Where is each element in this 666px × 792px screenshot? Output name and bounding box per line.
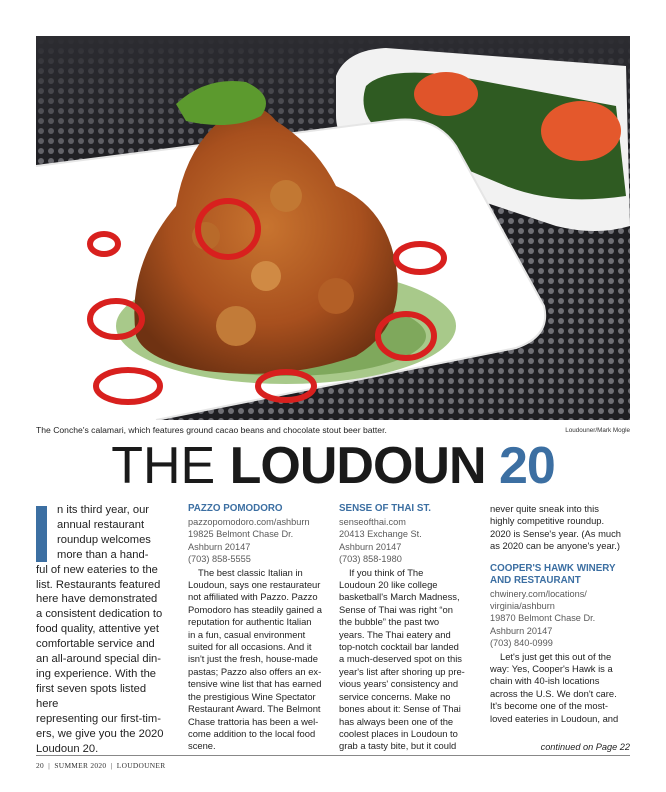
restaurant-description-cont bbox=[188, 579, 328, 753]
body-line: pastas; Pazzo also offers an ex- bbox=[188, 665, 322, 677]
restaurant-contact bbox=[188, 516, 328, 566]
body-line: service concerns. Make no bbox=[339, 690, 451, 702]
intro-line: a consistent dedication to bbox=[36, 608, 163, 621]
issue-name: SUMMER 2020 bbox=[54, 761, 107, 770]
coopers-hawk-column bbox=[490, 503, 630, 754]
intro-line: ing experience. With the bbox=[36, 667, 157, 680]
restaurant-contact bbox=[490, 588, 630, 650]
restaurant-phone: (703) 858-1980 bbox=[339, 554, 402, 565]
body-line: Let's just get this out of the bbox=[500, 650, 612, 662]
body-line: tensive wine list that has earned bbox=[188, 678, 322, 690]
restaurant-city: Ashburn 20147 bbox=[490, 625, 553, 636]
drop-cap-bar bbox=[36, 506, 47, 562]
restaurant-url[interactable]: chwinery.com/locations/ bbox=[490, 588, 587, 599]
calamari-dish-image bbox=[36, 36, 630, 420]
body-line: the prestigious Wine Spectator bbox=[188, 690, 316, 702]
body-line: Sense of Thai was right “on bbox=[339, 603, 453, 615]
body-line: Pomodoro has steadily gained a bbox=[188, 603, 322, 615]
headline-loudoun: LOUDOUN bbox=[229, 437, 499, 495]
sense-of-thai-section bbox=[339, 503, 479, 753]
restaurant-name-line: AND RESTAURANT bbox=[490, 574, 581, 586]
intro-line: food quality, attentive yet bbox=[36, 623, 159, 636]
body-line: grab a tasty bite, but it could bbox=[339, 740, 457, 752]
body-line: as 2020 can be anyone's year.) bbox=[490, 540, 621, 552]
body-line: never quite sneak into this bbox=[490, 503, 599, 514]
intro-line: an all-around special din- bbox=[36, 653, 162, 666]
restaurant-description bbox=[188, 567, 328, 579]
restaurant-street: 19825 Belmont Chase Dr. bbox=[188, 529, 294, 540]
body-line: reputation for authentic Italian bbox=[188, 616, 312, 628]
intro-line: comfortable service and bbox=[36, 638, 155, 651]
body-line: basketball's March Madness, bbox=[339, 591, 460, 603]
publication-name: LOUDOUNER bbox=[116, 761, 166, 770]
body-line: 2020 is Sense's year. (As much bbox=[490, 527, 622, 539]
body-line: not affiliated with Pazzo. Pazzo bbox=[188, 591, 318, 603]
body-line: bones about it: Sense of Thai bbox=[339, 703, 461, 715]
headline bbox=[0, 436, 666, 496]
headline-the: THE bbox=[111, 437, 230, 495]
intro-line: ful of new eateries to the bbox=[36, 563, 158, 576]
headline-number: 20 bbox=[498, 437, 555, 495]
restaurant-phone: (703) 840-0999 bbox=[490, 638, 553, 649]
intro-line: Loudoun 20. bbox=[36, 742, 99, 755]
body-line: suited for all occasions. And it bbox=[188, 641, 312, 653]
body-line: year's list after shoring up pre- bbox=[339, 665, 465, 677]
continued-note: continued on Page 22 bbox=[540, 742, 630, 753]
hero-photo bbox=[36, 36, 630, 420]
footer-separator: | bbox=[108, 761, 115, 770]
restaurant-name: SENSE OF THAI ST. bbox=[339, 503, 431, 514]
body-line: the bubble” the past two bbox=[339, 616, 440, 628]
body-line: Loudoun, says one restaurateur bbox=[188, 579, 321, 591]
body-line: coolest places in Loudoun to bbox=[339, 727, 458, 739]
restaurant-url-cont[interactable]: virginia/ashburn bbox=[490, 601, 555, 612]
body-line: across the U.S. We don't care. bbox=[490, 687, 617, 699]
intro-line: representing our first-tim- bbox=[36, 712, 161, 725]
intro-line: first seven spots listed here bbox=[36, 682, 147, 710]
pazzo-pomodoro-section bbox=[188, 503, 328, 753]
footer-separator: | bbox=[46, 761, 53, 770]
intro-line: n its third year, our bbox=[57, 504, 150, 516]
restaurant-description-cont bbox=[339, 579, 479, 753]
photo-caption: The Conche's calamari, which features ground cacao beans and chocolate stout beer batter. bbox=[36, 425, 387, 435]
page-footer bbox=[36, 761, 165, 770]
restaurant-name bbox=[490, 563, 630, 587]
body-line: The best classic Italian in bbox=[198, 566, 303, 578]
page-number: 20 bbox=[36, 761, 44, 770]
intro-line: list. Restaurants featured bbox=[36, 578, 161, 591]
body-line: loved eateries in Loudoun, and bbox=[490, 712, 619, 724]
body-line: vious years' consistency and bbox=[339, 678, 459, 690]
restaurant-description bbox=[490, 651, 630, 663]
intro-column bbox=[36, 503, 170, 756]
intro-line: annual restaurant bbox=[57, 518, 145, 531]
intro-line: ers, we give you the 2020 bbox=[36, 727, 164, 740]
body-line: If you think of The bbox=[349, 566, 424, 578]
photo-credit: Loudouner/Mark Mogle bbox=[565, 427, 630, 434]
intro-text bbox=[36, 503, 170, 756]
restaurant-city: Ashburn 20147 bbox=[188, 541, 251, 552]
body-line: isn't just the fresh, house-made bbox=[188, 653, 318, 665]
body-line: way: Yes, Cooper's Hawk is a bbox=[490, 663, 613, 675]
body-line: highly competitive roundup. bbox=[490, 515, 605, 527]
body-line: years. The Thai eatery and bbox=[339, 628, 451, 640]
restaurant-street: 20413 Exchange St. bbox=[339, 529, 422, 540]
restaurant-name: PAZZO POMODORO bbox=[188, 503, 283, 514]
body-line: Loudoun 20 like college bbox=[339, 579, 438, 591]
sense-continued-text bbox=[490, 503, 630, 553]
restaurant-contact bbox=[339, 516, 479, 566]
intro-line: here have demonstrated bbox=[36, 593, 158, 606]
intro-line: more than a hand- bbox=[57, 548, 149, 561]
body-line: It's become one of the most- bbox=[490, 700, 608, 712]
body-line: scene. bbox=[188, 740, 216, 752]
body-line: come addition to the local food bbox=[188, 727, 316, 739]
restaurant-phone: (703) 858-5555 bbox=[188, 554, 251, 565]
body-line: Restaurant Award. The Belmont bbox=[188, 703, 321, 715]
restaurant-description-cont bbox=[490, 663, 630, 725]
restaurant-description bbox=[339, 567, 479, 579]
restaurant-name-line: COOPER'S HAWK WINERY bbox=[490, 562, 616, 574]
intro-line: roundup welcomes bbox=[57, 533, 151, 546]
restaurant-street: 19870 Belmont Chase Dr. bbox=[490, 613, 596, 624]
body-line: Chase trattoria has been a wel- bbox=[188, 715, 319, 727]
footer-rule bbox=[36, 755, 630, 756]
restaurant-url[interactable]: pazzopomodoro.com/ashburn bbox=[188, 517, 310, 527]
body-line: a much-deserved spot on this bbox=[339, 653, 462, 665]
body-line: top-notch cocktail bar landed bbox=[339, 641, 459, 653]
body-line: has always been one of the bbox=[339, 715, 454, 727]
body-line: chain with 40-ish locations bbox=[490, 675, 600, 687]
restaurant-url[interactable]: senseofthai.com bbox=[339, 517, 406, 527]
restaurant-city: Ashburn 20147 bbox=[339, 541, 402, 552]
body-line: in a fun, casual environment bbox=[188, 628, 306, 640]
